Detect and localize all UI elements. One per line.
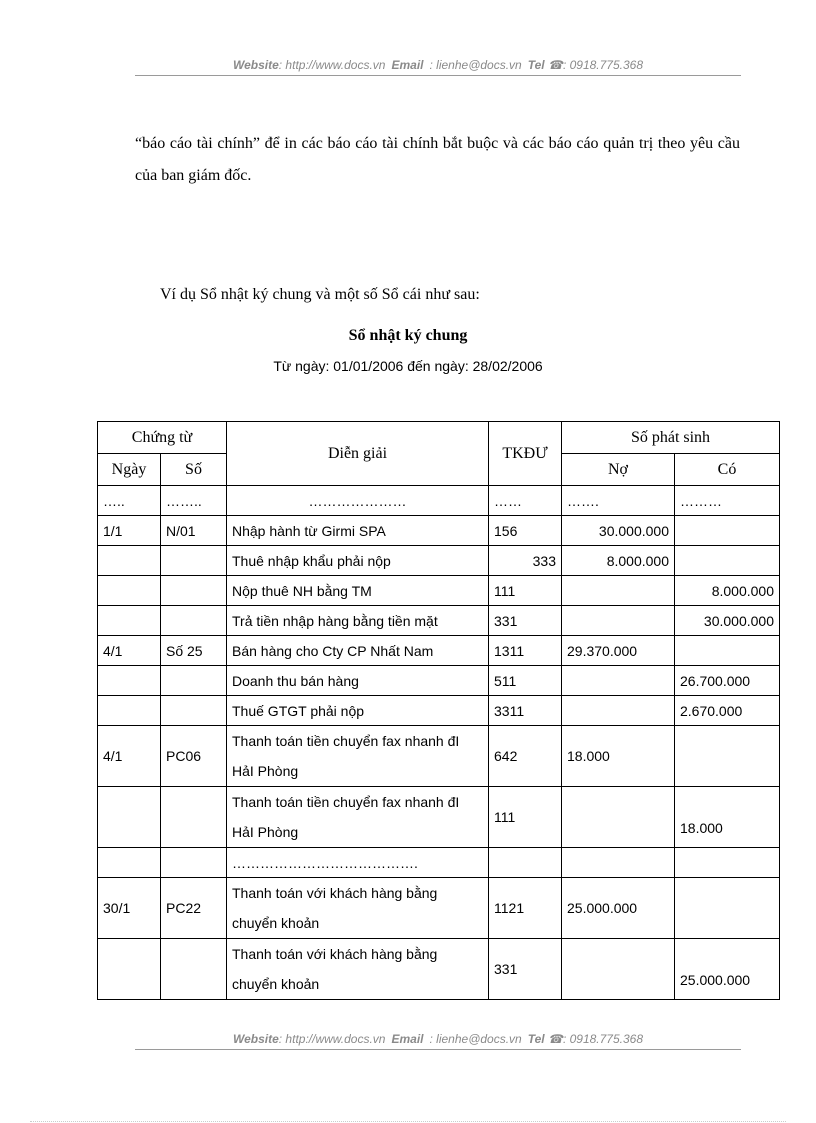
cell-date <box>98 787 161 848</box>
cell-description: Thanh toán tiền chuyển fax nhanh đI HảI Phòng <box>227 726 489 787</box>
cell-credit <box>675 848 780 878</box>
cell-number <box>161 546 227 576</box>
cell-debit: 8.000.000 <box>562 546 675 576</box>
header-credit: Có <box>675 454 780 486</box>
table-row <box>98 636 780 666</box>
cell-credit <box>675 516 780 546</box>
table-row <box>98 516 780 546</box>
cell-credit <box>675 726 780 787</box>
page-header <box>135 58 741 72</box>
cell-account: 333 <box>489 546 562 576</box>
cell-date <box>98 848 161 878</box>
header-voucher: Chứng từ <box>98 422 227 454</box>
cell-description: Bán hàng cho Cty CP Nhất Nam <box>227 636 489 666</box>
cell-date: ….. <box>98 486 161 516</box>
table-header-row <box>98 422 780 454</box>
journal-date-range: Từ ngày: 01/01/2006 đến ngày: 28/02/2006 <box>273 358 543 374</box>
cell-account: …… <box>489 486 562 516</box>
cell-credit: 18.000 <box>675 787 780 848</box>
footer-email-label: Email <box>391 1032 424 1046</box>
cell-account: 1121 <box>489 878 562 939</box>
cell-credit: 2.670.000 <box>675 696 780 726</box>
cell-number: PC22 <box>161 878 227 939</box>
cell-description: Thanh toán với khách hàng bằng chuyển khoản <box>227 878 489 939</box>
cell-date <box>98 666 161 696</box>
table-row <box>98 848 780 878</box>
cell-number: N/01 <box>161 516 227 546</box>
cell-credit <box>675 878 780 939</box>
cell-credit <box>675 636 780 666</box>
body-paragraph: “báo cáo tài chính” để in các báo cáo tài chính bắt buộc và các báo cáo quản trị theo yêu cầu của ban giám đốc. <box>135 135 740 184</box>
cell-description: Nộp thuê NH bằng TM <box>227 576 489 606</box>
cell-debit: 30.000.000 <box>562 516 675 546</box>
header-website-label: Website <box>232 58 279 72</box>
cell-number <box>161 848 227 878</box>
cell-description: Nhập hành từ Girmi SPA <box>227 516 489 546</box>
table-row <box>98 486 780 516</box>
header-divider <box>135 75 741 76</box>
cell-date: 1/1 <box>98 516 161 546</box>
table-row <box>98 606 780 636</box>
cell-number <box>161 666 227 696</box>
header-email-value: : lienhe@docs.vn <box>429 58 522 72</box>
footer-website-label: Website <box>232 1032 279 1046</box>
header-website-value: : http://www.docs.vn <box>278 58 386 72</box>
cell-description: …………………………………. <box>227 848 489 878</box>
cell-account: 156 <box>489 516 562 546</box>
cell-number <box>161 787 227 848</box>
general-journal-table <box>97 421 780 1000</box>
cell-description: Thuế GTGT phải nộp <box>227 696 489 726</box>
footer-tel-value: : 0918.775.368 <box>562 1032 644 1046</box>
cell-description: Thanh toán với khách hàng bằng chuyển khoản <box>227 939 489 1000</box>
table-row <box>98 939 780 1000</box>
footer-divider <box>135 1049 741 1050</box>
cell-account: 1311 <box>489 636 562 666</box>
cell-description: Thanh toán tiền chuyển fax nhanh đI HảI Phòng <box>227 787 489 848</box>
header-account: TKĐƯ <box>489 422 562 486</box>
cell-description: Trả tiền nhập hàng bằng tiền mặt <box>227 606 489 636</box>
footer-email-value: : lienhe@docs.vn <box>429 1032 522 1046</box>
page-footer <box>135 1032 741 1046</box>
cell-debit <box>562 848 675 878</box>
cell-debit: 29.370.000 <box>562 636 675 666</box>
cell-date <box>98 939 161 1000</box>
table-row <box>98 696 780 726</box>
footer-tel-label: Tel <box>527 1032 545 1046</box>
cell-number <box>161 606 227 636</box>
cell-date: 30/1 <box>98 878 161 939</box>
header-number: Số <box>161 454 227 486</box>
header-debit: Nợ <box>562 454 675 486</box>
cell-debit <box>562 606 675 636</box>
phone-icon: ☎ <box>547 1032 563 1046</box>
cell-number <box>161 696 227 726</box>
table-row <box>98 878 780 939</box>
header-description: Diễn giải <box>227 422 489 486</box>
cell-debit <box>562 666 675 696</box>
header-tel-label: Tel <box>527 58 545 72</box>
cell-debit: ……. <box>562 486 675 516</box>
phone-icon: ☎ <box>547 58 563 72</box>
cell-date: 4/1 <box>98 636 161 666</box>
header-amount: Số phát sinh <box>562 422 780 454</box>
footer-website-value: : http://www.docs.vn <box>278 1032 386 1046</box>
table-row <box>98 576 780 606</box>
table-row <box>98 546 780 576</box>
cell-debit <box>562 939 675 1000</box>
header-date: Ngày <box>98 454 161 486</box>
cell-credit: 8.000.000 <box>675 576 780 606</box>
cell-credit: 30.000.000 <box>675 606 780 636</box>
page-bottom-dotted-line <box>30 1121 786 1122</box>
cell-date <box>98 696 161 726</box>
cell-number <box>161 576 227 606</box>
journal-title: Sổ nhật ký chung <box>348 327 468 344</box>
cell-credit: 26.700.000 <box>675 666 780 696</box>
header-tel-value: : 0918.775.368 <box>562 58 644 72</box>
cell-description: ………………… <box>227 486 489 516</box>
cell-date: 4/1 <box>98 726 161 787</box>
cell-account: 642 <box>489 726 562 787</box>
cell-debit <box>562 696 675 726</box>
header-email-label: Email <box>391 58 424 72</box>
cell-number: Số 25 <box>161 636 227 666</box>
cell-description: Doanh thu bán hàng <box>227 666 489 696</box>
cell-debit <box>562 576 675 606</box>
cell-account <box>489 848 562 878</box>
cell-credit <box>675 546 780 576</box>
cell-debit: 25.000.000 <box>562 878 675 939</box>
cell-account: 111 <box>489 576 562 606</box>
cell-number <box>161 939 227 1000</box>
cell-number: PC06 <box>161 726 227 787</box>
table-row <box>98 666 780 696</box>
cell-date <box>98 576 161 606</box>
intro-text: Ví dụ Sổ nhật ký chung và một số Sổ cái như sau: <box>160 286 480 303</box>
cell-number: …….. <box>161 486 227 516</box>
table-row <box>98 726 780 787</box>
cell-account: 111 <box>489 787 562 848</box>
cell-credit: ……… <box>675 486 780 516</box>
cell-account: 331 <box>489 606 562 636</box>
cell-date <box>98 546 161 576</box>
cell-credit: 25.000.000 <box>675 939 780 1000</box>
table-row <box>98 787 780 848</box>
cell-debit <box>562 787 675 848</box>
cell-date <box>98 606 161 636</box>
cell-account: 3311 <box>489 696 562 726</box>
cell-account: 331 <box>489 939 562 1000</box>
cell-debit: 18.000 <box>562 726 675 787</box>
cell-description: Thuê nhập khẩu phải nộp <box>227 546 489 576</box>
cell-account: 511 <box>489 666 562 696</box>
